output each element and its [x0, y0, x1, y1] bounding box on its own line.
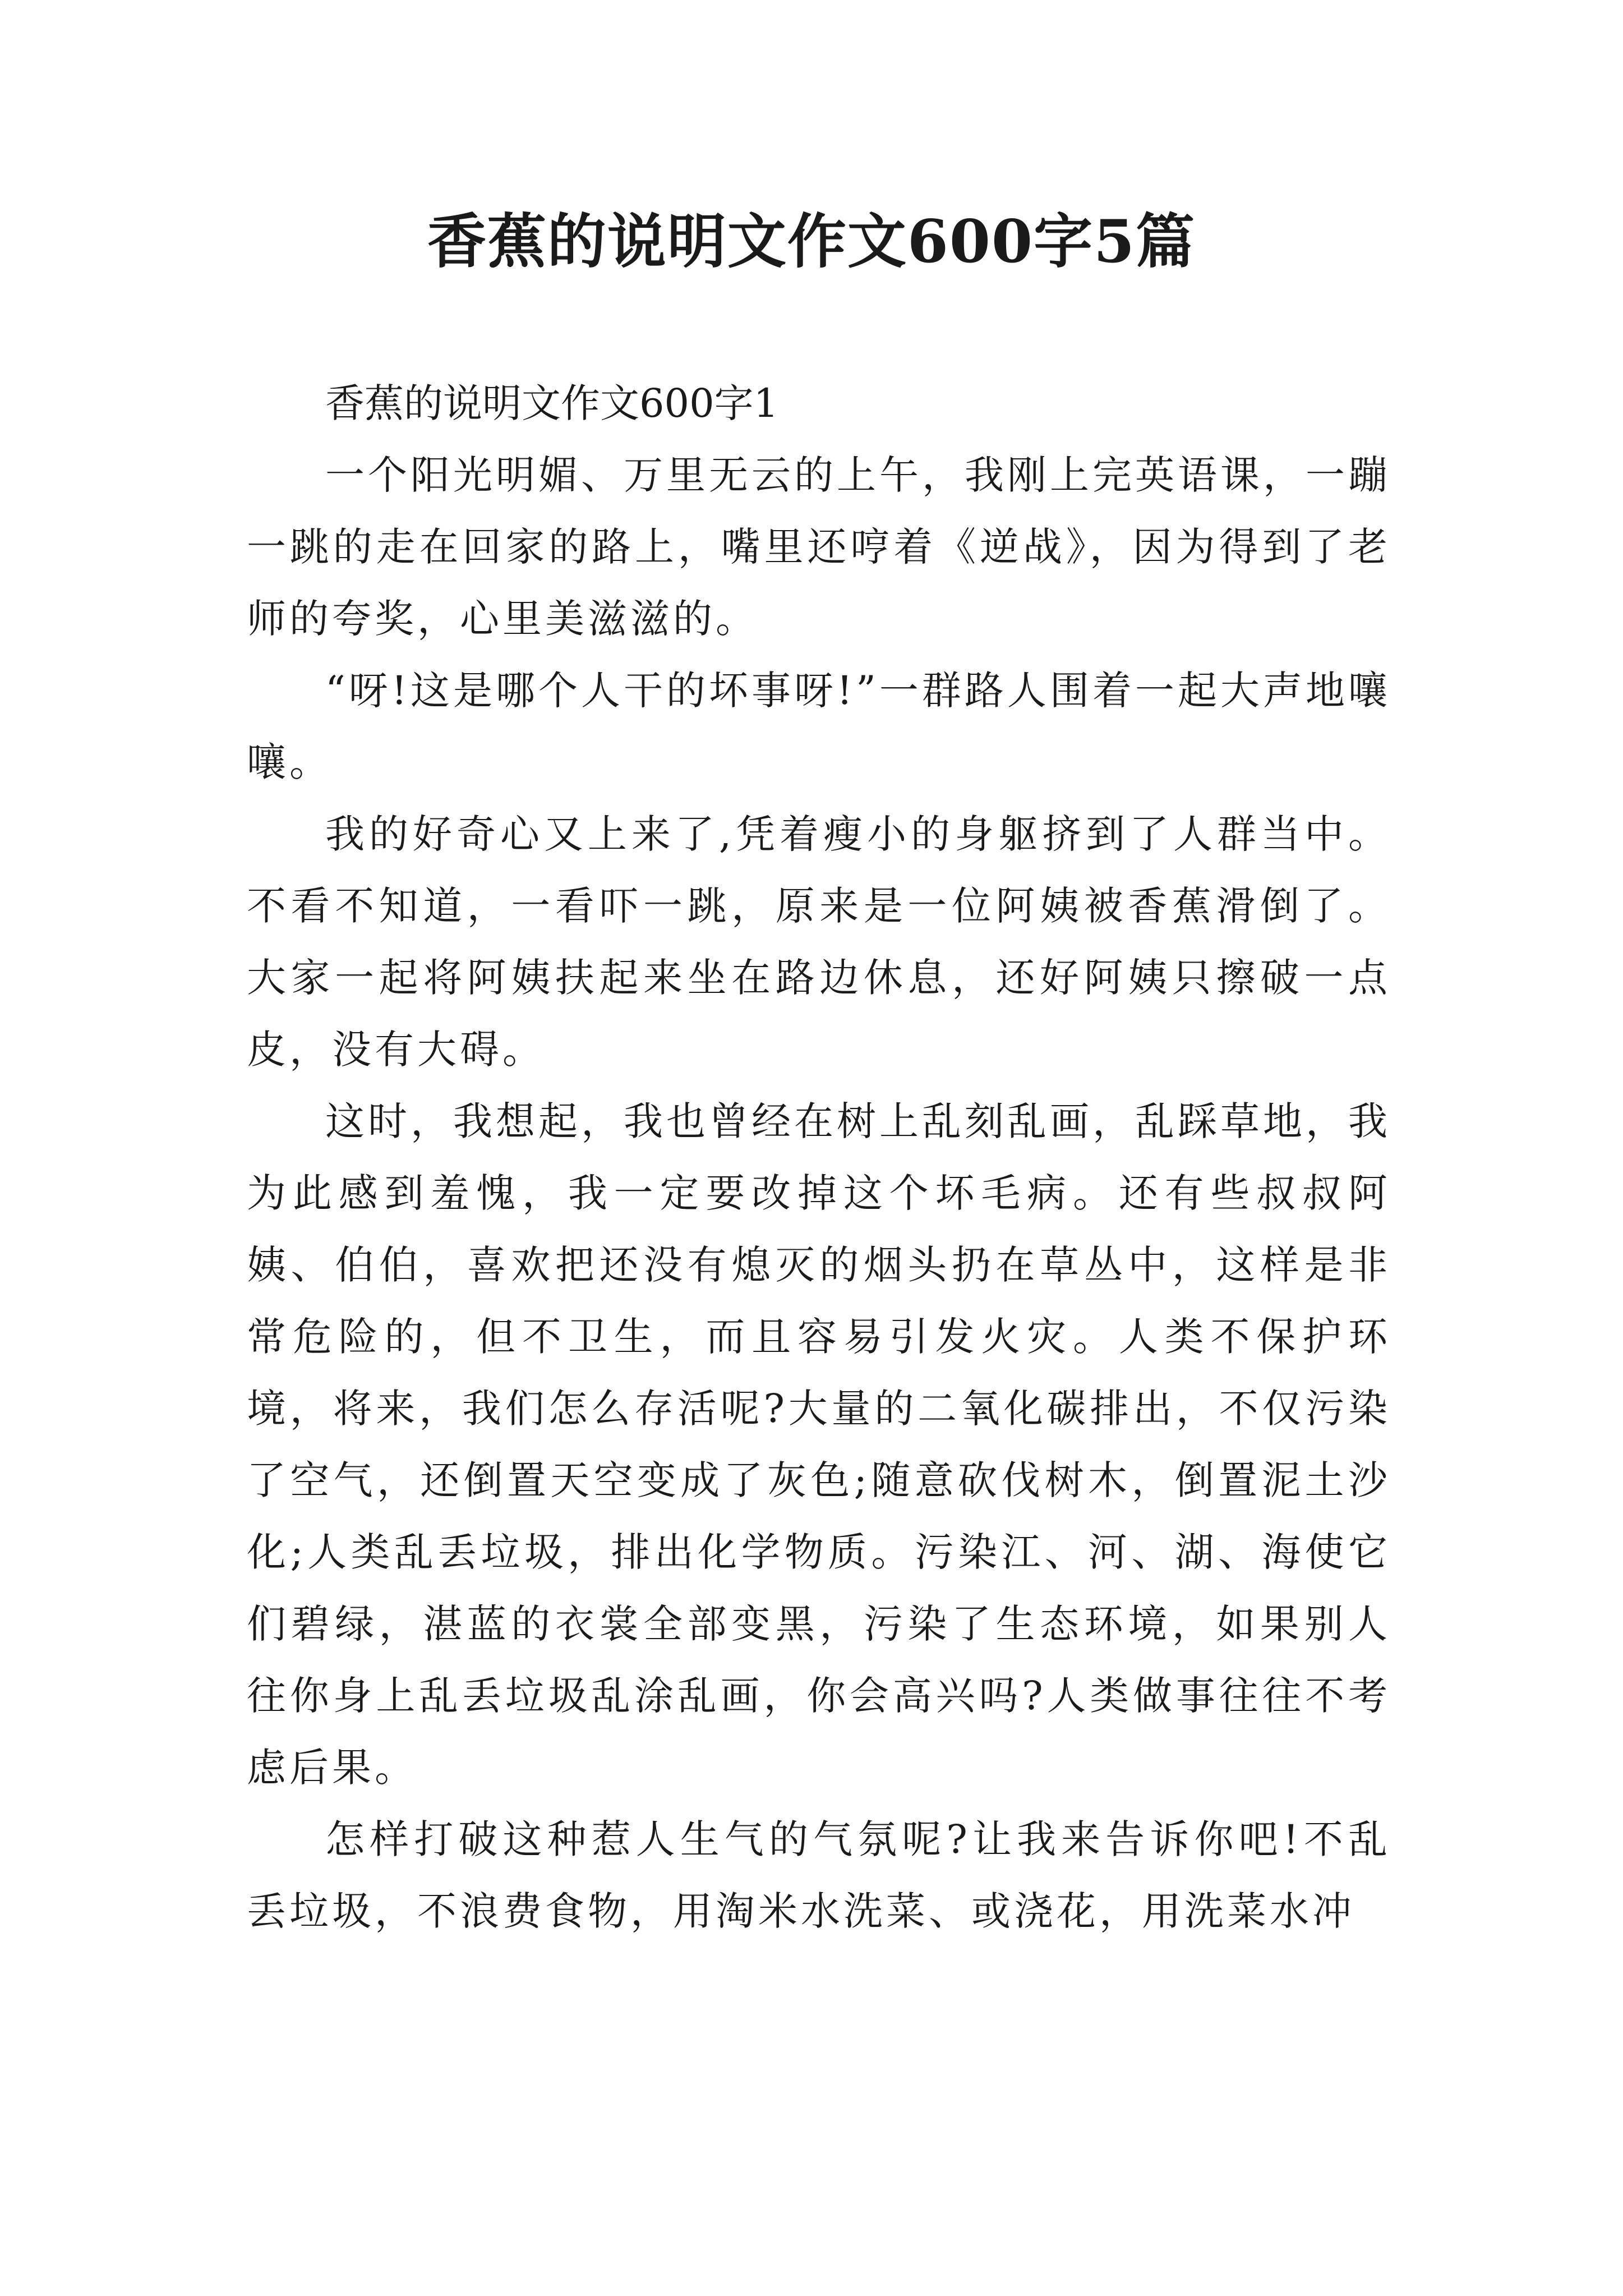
paragraph-2: “呀!这是哪个人干的坏事呀!”一群路人围着一起大声地嚷嚷。 — [247, 668, 1391, 785]
document-title: 香蕉的说明文作文600字5篇 — [427, 206, 1196, 276]
paragraph-5: 怎样打破这种惹人生气的气氛呢?让我来告诉你吧!不乱丢垃圾，不浪费食物，用淘米水洗菜、或浇花，用洗菜水冲 — [247, 1816, 1391, 1934]
section-heading: 香蕉的说明文作文600字1 — [325, 380, 779, 426]
paragraph-3: 我的好奇心又上来了,凭着瘦小的身躯挤到了人群当中。不看不知道，一看吓一跳，原来是一位阿姨被香蕉滑倒了。大家一起将阿姨扶起来坐在路边休息，还好阿姨只擦破一点皮，没有大碍。 — [247, 811, 1391, 1073]
paragraph-4: 这时，我想起，我也曾经在树上乱刻乱画，乱踩草地，我为此感到羞愧，我一定要改掉这个坏毛病。还有些叔叔阿姨、伯伯，喜欢把还没有熄灭的烟头扔在草丛中，这样是非常危险的，但不卫生，而且容易引发火灾。人类不保护环境，将来，我们怎么存活呢?大量的二氧化碳排出，不仅污染了空气，还倒置天空变成了灰色;随意砍伐树木，倒置泥土沙化;人类乱丢垃圾，排出化学物质。污染江、河、湖、海使它们碧绿，湛蓝的衣裳全部变黑，污染了生态环境，如果别人往你身上乱丢垃圾乱涂乱画，你会高兴吗?人类做事往往不考虑后果。 — [247, 1098, 1391, 1791]
document-body — [247, 367, 1391, 1947]
paragraph-1: 一个阳光明媚、万里无云的上午，我刚上完英语课，一蹦一跳的走在回家的路上，嘴里还哼着《逆战》，因为得到了老师的夸奖，心里美滋滋的。 — [247, 452, 1391, 642]
